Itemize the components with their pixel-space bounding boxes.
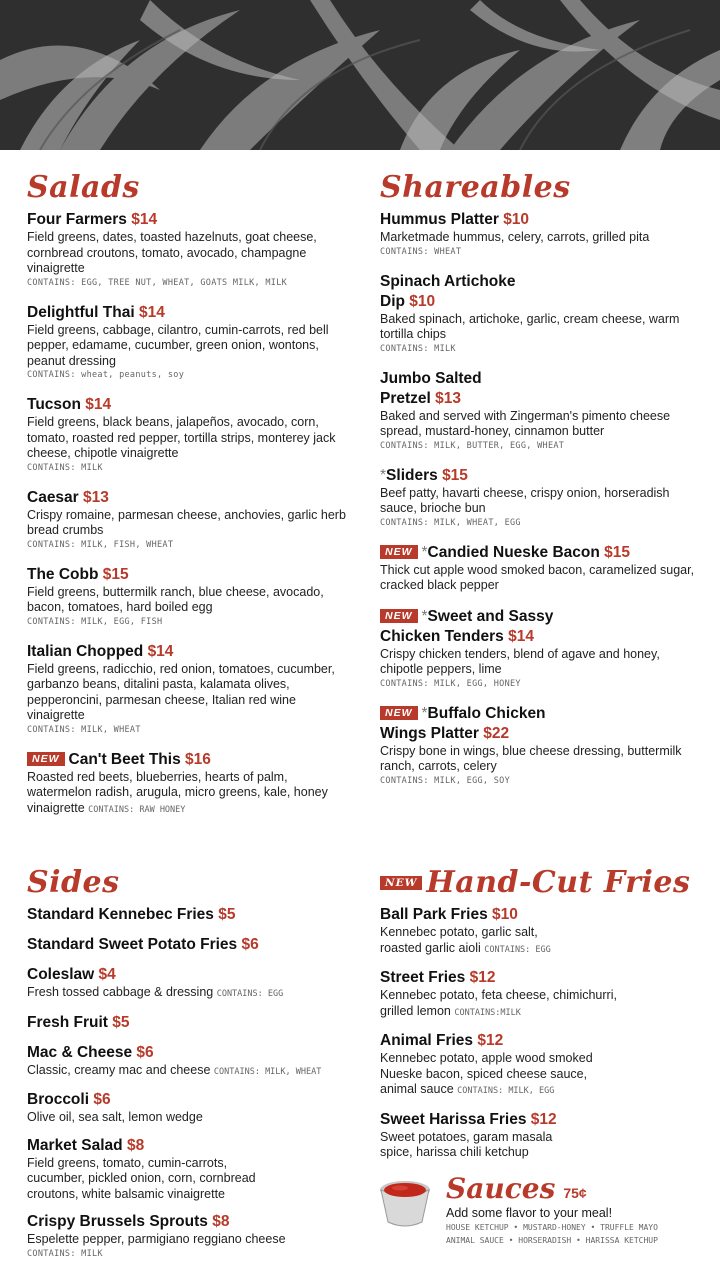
item-name: Standard Sweet Potato Fries xyxy=(27,936,238,953)
item-description: Marketmade hummus, celery, carrots, grilled pita xyxy=(380,230,650,244)
item-description: Field greens, tomato, cumin-carrots, cucumber, pickled onion, corn, cornbread croutons, white balsamic vinaigrette xyxy=(27,1155,256,1201)
item-price: $12 xyxy=(530,1110,557,1128)
salads-section xyxy=(27,170,347,831)
item-name: Sweet and Sassy Chicken Tenders xyxy=(380,607,554,645)
hero-foliage-photo xyxy=(0,0,720,150)
item-name: Tucson xyxy=(27,396,81,413)
item-price: $14 xyxy=(85,396,112,413)
menu-item xyxy=(380,607,700,691)
item-description: Fresh tossed cabbage & dressing xyxy=(27,985,214,999)
sides-title: Sides xyxy=(27,865,120,900)
menu-item xyxy=(380,466,700,530)
sauce-list-row-2: ANIMAL SAUCE • HORSERADISH • HARISSA KETCHUP xyxy=(446,1236,658,1245)
item-price: $22 xyxy=(483,724,510,742)
item-price: $12 xyxy=(469,969,496,986)
item-name: Standard Kennebec Fries xyxy=(27,906,214,923)
item-description: Field greens, cabbage, cilantro, cumin-carrots, red bell pepper, edamame, cucumber, green onion, wontons, peanut dressing xyxy=(27,322,329,368)
item-description: Kennebec potato, apple wood smoked Nueske bacon, spiced cheese sauce, animal sauce xyxy=(380,1051,593,1096)
item-price: $15 xyxy=(604,543,631,561)
item-price: $5 xyxy=(218,906,236,923)
item-name: Can't Beet This xyxy=(68,750,181,768)
item-price: $15 xyxy=(102,565,129,583)
item-price: $6 xyxy=(241,936,259,953)
new-badge: NEW xyxy=(380,706,418,720)
item-description: Baked and served with Zingerman's pimento cheese spread, mustard-honey, cinnamon butter xyxy=(380,408,671,438)
item-price: $16 xyxy=(185,750,211,768)
item-name: Sliders xyxy=(386,466,438,484)
item-price: $12 xyxy=(477,1032,504,1049)
item-price: $8 xyxy=(212,1213,230,1230)
item-allergens: CONTAINS: MILK xyxy=(380,343,456,354)
item-name: Buffalo Chicken Wings Platter xyxy=(380,704,546,742)
item-allergens: CONTAINS: MILK, WHEAT xyxy=(213,1066,322,1077)
item-name: Coleslaw xyxy=(27,966,95,983)
sides-section xyxy=(27,865,357,1271)
new-badge: NEW xyxy=(380,545,418,559)
star-marker: * xyxy=(421,543,428,561)
item-price: $5 xyxy=(112,1013,130,1031)
item-allergens: CONTAINS: MILK, BUTTER, EGG, WHEAT xyxy=(380,440,565,451)
item-allergens: CONTAINS: MILK xyxy=(27,1248,103,1259)
item-allergens: CONTAINS: MILK, EGG xyxy=(457,1086,555,1096)
menu-item xyxy=(380,543,700,594)
fries-title: Hand-Cut Fries xyxy=(426,865,691,900)
item-description: Sweet potatoes, garam masala spice, harissa chili ketchup xyxy=(380,1129,553,1159)
item-price: $6 xyxy=(93,1091,111,1108)
item-description: Classic, creamy mac and cheese xyxy=(27,1062,211,1077)
fries-section xyxy=(380,865,700,1171)
item-description: Crispy chicken tenders, blend of agave and honey, chipotle peppers, lime xyxy=(380,646,660,676)
menu-item xyxy=(27,935,357,955)
menu-item xyxy=(27,1136,357,1203)
item-price: $14 xyxy=(131,211,158,228)
new-badge: NEW xyxy=(380,876,422,890)
item-description: Field greens, radicchio, red onion, tomatoes, cucumber, garbanzo beans, ditalini pasta, kalamata olives, pepperoncini, parmesan cheese, Italian red wine vinaigrette xyxy=(27,661,335,722)
item-price: $8 xyxy=(126,1136,145,1154)
menu-item xyxy=(27,905,357,925)
item-name: Crispy Brussels Sprouts xyxy=(27,1213,208,1230)
menu-item xyxy=(27,750,347,819)
item-description: Crispy bone in wings, blue cheese dressing, buttermilk ranch, carrots, celery xyxy=(380,743,682,773)
item-description: Field greens, buttermilk ranch, blue cheese, avocado, bacon, tomatoes, hard boiled egg xyxy=(27,584,324,614)
item-allergens: CONTAINS: EGG xyxy=(216,989,284,999)
sauces-price: 75¢ xyxy=(563,1185,587,1201)
item-name: Candied Nueske Bacon xyxy=(427,543,600,561)
new-badge: NEW xyxy=(380,609,418,623)
item-description: Roasted red beets, blueberries, hearts of palm, watermelon radish, arugula, micro greens, kale, honey vinaigrette xyxy=(27,769,328,815)
item-price: $13 xyxy=(83,488,109,506)
item-name: The Cobb xyxy=(27,565,99,583)
item-price: $15 xyxy=(442,466,468,484)
item-name: Italian Chopped xyxy=(27,642,144,660)
item-name: Broccoli xyxy=(27,1091,90,1108)
menu-item xyxy=(27,1090,357,1126)
item-allergens: CONTAINS: MILK, EGG, FISH xyxy=(27,616,163,627)
item-name: Caesar xyxy=(27,488,79,506)
menu-item xyxy=(27,1013,357,1033)
sauce-list-row-1: HOUSE KETCHUP • MUSTARD-HONEY • TRUFFLE MAYO xyxy=(446,1223,658,1232)
item-allergens: CONTAINS:MILK xyxy=(454,1007,521,1018)
menu-item xyxy=(27,1043,357,1081)
item-allergens: CONTAINS: EGG, TREE NUT, WHEAT, GOATS MILK, MILK xyxy=(27,277,288,288)
item-name: Street Fries xyxy=(380,969,466,986)
item-description: Kennebec potato, garlic salt, roasted garlic aioli xyxy=(380,925,538,955)
menu-item xyxy=(27,1212,357,1261)
item-description: Crispy romaine, parmesan cheese, anchovies, garlic herb bread crumbs xyxy=(27,507,346,537)
item-allergens: CONTAINS: MILK, FISH, WHEAT xyxy=(27,539,174,550)
item-name: Jumbo Salted Pretzel xyxy=(380,369,482,407)
item-name: Market Salad xyxy=(27,1136,123,1154)
item-name: Delightful Thai xyxy=(27,303,135,321)
salads-title: Salads xyxy=(27,170,140,205)
menu-item xyxy=(27,565,347,629)
item-price: $14 xyxy=(508,627,534,645)
menu-item xyxy=(380,968,700,1021)
shareables-title: Shareables xyxy=(380,170,571,205)
item-price: $13 xyxy=(435,389,462,407)
item-description: Field greens, dates, toasted hazelnuts, goat cheese, cornbread croutons, tomato, avocado, champagne vinaigrette xyxy=(27,230,317,275)
star-marker: * xyxy=(421,704,428,722)
menu-item xyxy=(380,210,700,259)
item-name: Sweet Harissa Fries xyxy=(380,1110,527,1128)
item-price: $4 xyxy=(98,966,116,983)
item-description: Thick cut apple wood smoked bacon, caramelized sugar, cracked black pepper xyxy=(380,562,695,592)
menu-item xyxy=(27,210,347,290)
item-allergens: CONTAINS: MILK, WHEAT xyxy=(27,724,141,735)
item-allergens: CONTAINS: MILK, WHEAT, EGG xyxy=(380,517,521,528)
item-price: $10 xyxy=(492,906,518,923)
item-description: Baked spinach, artichoke, garlic, cream cheese, warm tortilla chips xyxy=(380,311,680,341)
item-price: $14 xyxy=(147,642,174,660)
item-description: Kennebec potato, feta cheese, chimichurri, grilled lemon xyxy=(380,988,617,1018)
menu-item xyxy=(27,395,347,475)
item-allergens: CONTAINS: MILK, EGG, HONEY xyxy=(380,678,521,689)
star-marker: * xyxy=(380,466,387,484)
menu-item xyxy=(380,704,700,788)
item-name: Animal Fries xyxy=(380,1032,474,1049)
sauces-tagline: Add some flavor to your meal! xyxy=(446,1206,613,1220)
menu-item xyxy=(27,488,347,552)
item-price: $10 xyxy=(409,292,436,310)
item-price: $10 xyxy=(503,211,530,228)
item-allergens: CONTAINS: WHEAT xyxy=(380,246,462,257)
item-name: Spinach Artichoke Dip xyxy=(380,272,516,310)
menu-item xyxy=(380,1110,700,1161)
new-badge: NEW xyxy=(27,752,65,766)
menu-item xyxy=(27,642,347,737)
item-description: Olive oil, sea salt, lemon wedge xyxy=(27,1110,203,1124)
item-name: Hummus Platter xyxy=(380,211,499,228)
menu-item xyxy=(27,965,357,1003)
item-allergens: CONTAINS: EGG xyxy=(484,944,551,955)
item-name: Mac & Cheese xyxy=(27,1043,133,1061)
sauce-cup-icon xyxy=(378,1178,433,1230)
menu-item xyxy=(380,369,700,453)
item-price: $14 xyxy=(138,303,165,321)
item-price: $6 xyxy=(136,1043,154,1061)
item-allergens: CONTAINS: RAW HONEY xyxy=(88,804,186,815)
shareables-section xyxy=(380,170,700,801)
item-description: Espelette pepper, parmigiano reggiano cheese xyxy=(27,1232,286,1246)
star-marker: * xyxy=(421,607,428,625)
item-description: Field greens, black beans, jalapeños, avocado, corn, tomato, roasted red pepper, tortilla strips, monterey jack cheese, chipotle vinaigrette xyxy=(27,415,336,460)
item-allergens: CONTAINS: MILK, EGG, SOY xyxy=(380,775,511,786)
item-name: Fresh Fruit xyxy=(27,1013,108,1031)
item-allergens: CONTAINS: wheat, peanuts, soy xyxy=(27,370,185,380)
item-name: Four Farmers xyxy=(27,211,127,228)
item-description: Beef patty, havarti cheese, crispy onion, horseradish sauce, brioche bun xyxy=(380,485,670,515)
menu-item xyxy=(380,905,700,958)
item-allergens: CONTAINS: MILK xyxy=(27,462,103,473)
menu-item xyxy=(27,303,347,383)
menu-item xyxy=(380,272,700,356)
sauces-title: Sauces xyxy=(446,1172,556,1205)
item-name: Ball Park Fries xyxy=(380,906,488,923)
menu-item xyxy=(380,1031,700,1100)
